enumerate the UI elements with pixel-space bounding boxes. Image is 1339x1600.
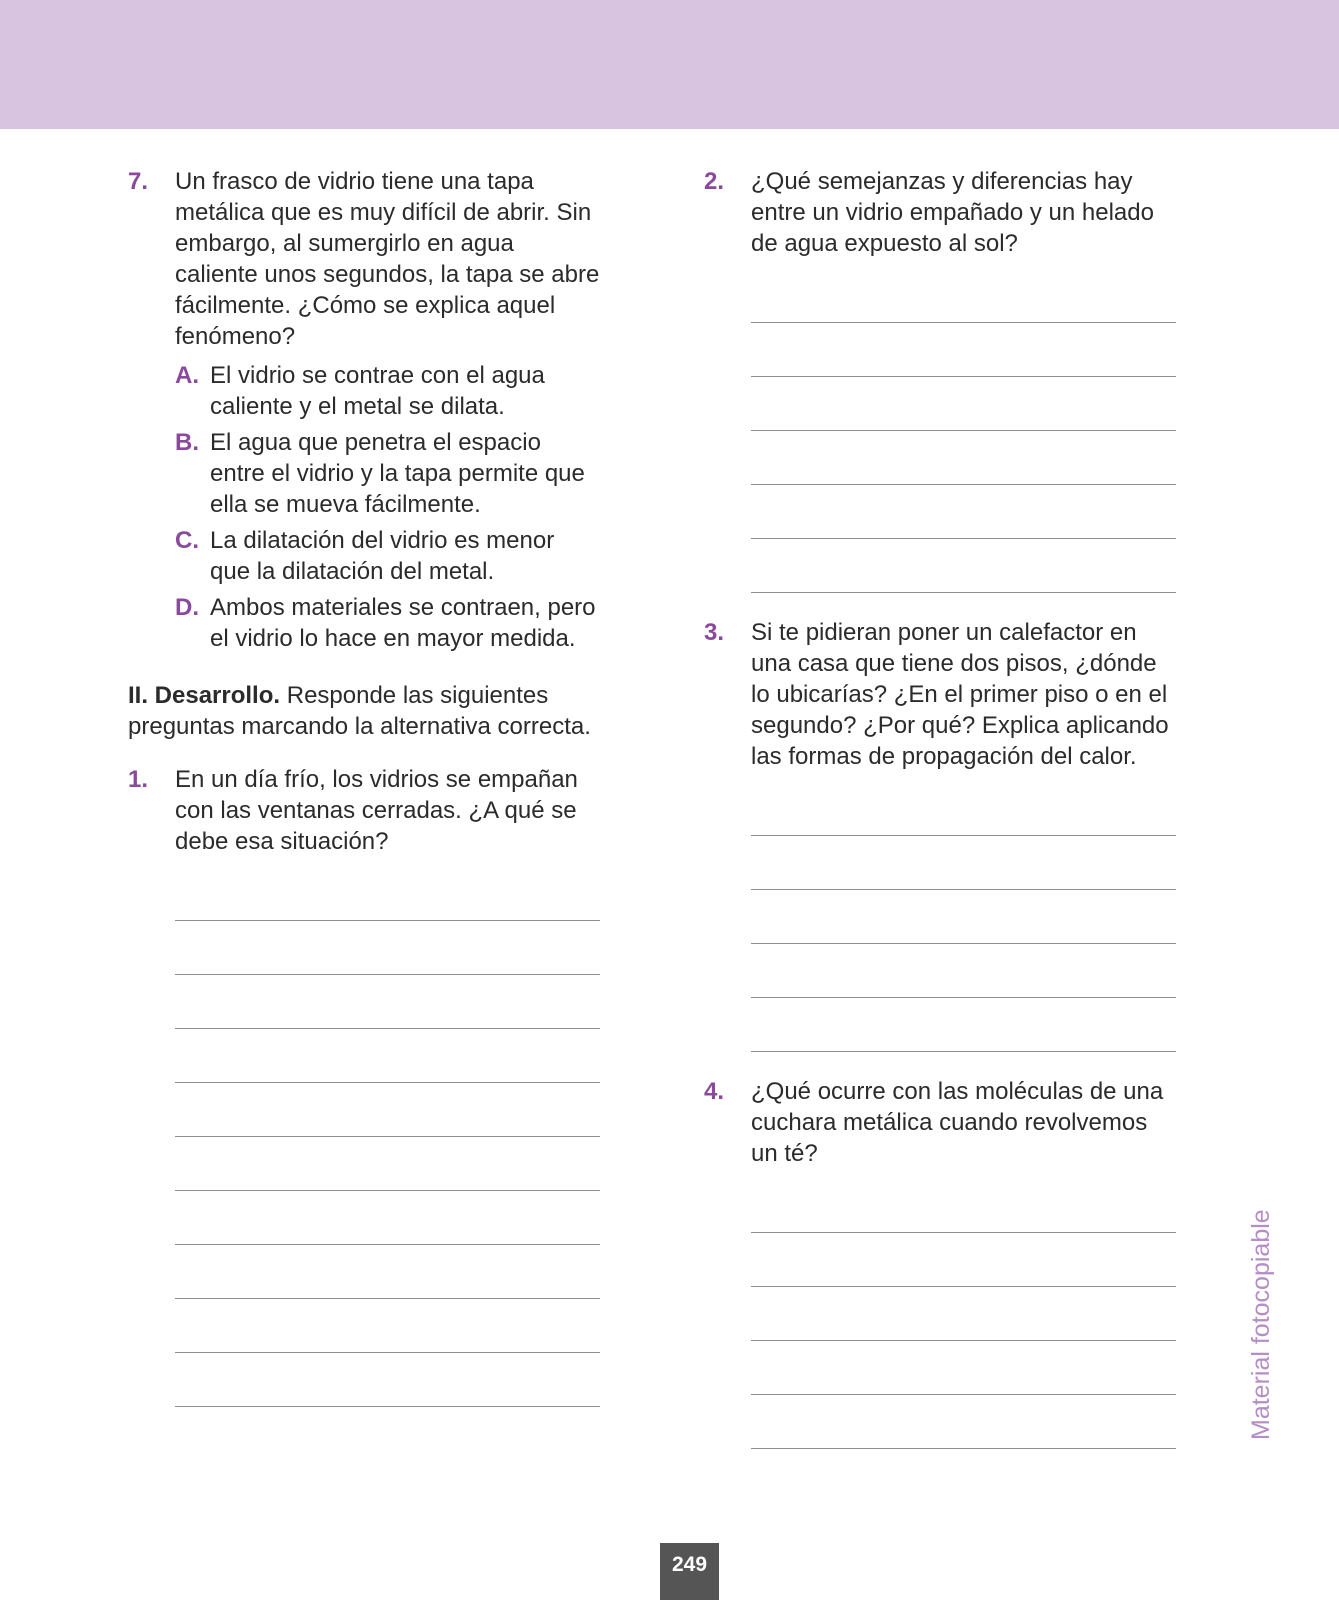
answer-line[interactable] xyxy=(175,1353,600,1407)
option-d[interactable] xyxy=(175,592,600,654)
question-2 xyxy=(704,166,1176,259)
option-text: La dilatación del vidrio es menor que la dilatación del metal. xyxy=(210,527,555,585)
question-number: 1. xyxy=(128,766,149,793)
right-column xyxy=(704,166,1176,1449)
question-text: ¿Qué ocurre con las moléculas de una cuchara metálica cuando revolvemos un té? xyxy=(751,1078,1164,1167)
question-text: En un día frío, los vidrios se empañan con las ventanas cerradas. ¿A qué se debe esa situación? xyxy=(175,766,578,855)
question-text: Un frasco de vidrio tiene una tapa metálica que es muy difícil de abrir. Sin embargo, al sumergirlo en agua caliente unos segundos, la tapa se abre fácilmente. ¿Cómo se explica aquel fenómeno? xyxy=(175,168,600,350)
answer-line[interactable] xyxy=(751,1341,1176,1395)
answer-line[interactable] xyxy=(175,1245,600,1299)
answer-lines-q2[interactable] xyxy=(751,269,1176,593)
answer-line[interactable] xyxy=(751,836,1176,890)
answer-line[interactable] xyxy=(751,1233,1176,1287)
page-number: 249 xyxy=(660,1543,719,1600)
option-a[interactable] xyxy=(175,360,600,422)
answer-line[interactable] xyxy=(751,539,1176,593)
answer-line[interactable] xyxy=(175,1083,600,1137)
answer-line[interactable] xyxy=(751,485,1176,539)
answer-line[interactable] xyxy=(751,782,1176,836)
option-letter: A. xyxy=(175,362,199,389)
question-3 xyxy=(704,617,1176,772)
answer-line[interactable] xyxy=(175,921,600,975)
answer-line[interactable] xyxy=(175,1029,600,1083)
section-heading xyxy=(128,680,600,742)
option-c[interactable] xyxy=(175,525,600,587)
question-number: 2. xyxy=(704,168,725,195)
answer-lines-q4[interactable] xyxy=(751,1179,1176,1449)
answer-line[interactable] xyxy=(751,269,1176,323)
options-list xyxy=(128,360,600,654)
answer-line[interactable] xyxy=(751,998,1176,1052)
answer-line[interactable] xyxy=(175,867,600,921)
question-number: 7. xyxy=(128,168,149,195)
answer-line[interactable] xyxy=(175,1137,600,1191)
answer-line[interactable] xyxy=(175,975,600,1029)
question-number: 4. xyxy=(704,1078,725,1105)
question-number: 3. xyxy=(704,619,725,646)
answer-line[interactable] xyxy=(751,890,1176,944)
question-4 xyxy=(704,1076,1176,1169)
question-text: ¿Qué semejanzas y diferencias hay entre un vidrio empañado y un helado de agua expuesto al sol? xyxy=(751,168,1154,257)
left-column xyxy=(128,166,600,1407)
section-title: II. Desarrollo. xyxy=(128,682,281,709)
answer-line[interactable] xyxy=(751,1287,1176,1341)
option-letter: B. xyxy=(175,429,199,456)
option-text: El vidrio se contrae con el agua caliente y el metal se dilata. xyxy=(210,362,545,420)
header-band xyxy=(0,0,1339,129)
option-letter: D. xyxy=(175,594,199,621)
option-text: Ambos materiales se contraen, pero el vidrio lo hace en mayor medida. xyxy=(210,594,596,652)
option-text: El agua que penetra el espacio entre el vidrio y la tapa permite que ella se mueva fácilmente. xyxy=(210,429,585,518)
answer-line[interactable] xyxy=(751,1179,1176,1233)
answer-line[interactable] xyxy=(175,1191,600,1245)
option-letter: C. xyxy=(175,527,199,554)
answer-line[interactable] xyxy=(751,377,1176,431)
section-instruction: Responde las siguientes preguntas marcando la alternativa correcta. xyxy=(128,682,591,740)
answer-line[interactable] xyxy=(751,323,1176,377)
side-label: Material fotocopiable xyxy=(1247,1209,1275,1440)
answer-lines-q1[interactable] xyxy=(175,867,600,1407)
answer-line[interactable] xyxy=(751,431,1176,485)
question-1 xyxy=(128,764,600,857)
option-b[interactable] xyxy=(175,427,600,520)
answer-line[interactable] xyxy=(751,1395,1176,1449)
question-7 xyxy=(128,166,600,352)
answer-line[interactable] xyxy=(751,944,1176,998)
answer-lines-q3[interactable] xyxy=(751,782,1176,1052)
answer-line[interactable] xyxy=(175,1299,600,1353)
question-text: Si te pidieran poner un calefactor en una casa que tiene dos pisos, ¿dónde lo ubicarías? ¿En el primer piso o en el segundo? ¿Por qué? Explica aplicando las formas de propagación del calor. xyxy=(751,619,1169,770)
